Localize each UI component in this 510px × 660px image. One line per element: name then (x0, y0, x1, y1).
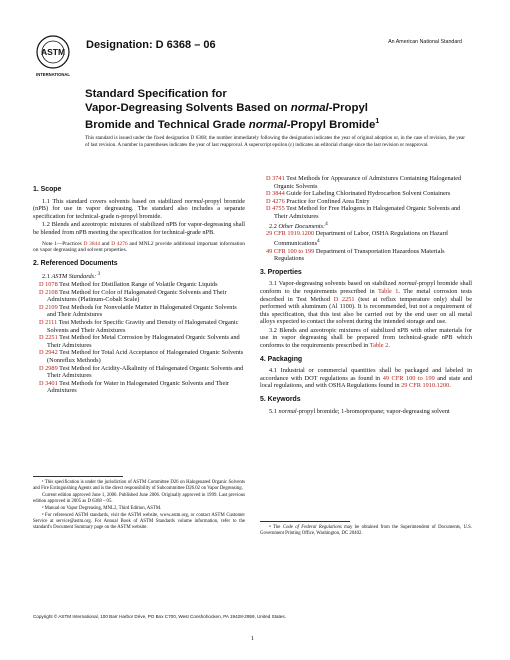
footnote-2: ² Manual on Vapor Degreasing, MNL2, Third Edition, ASTM. (42, 506, 162, 511)
designation: Designation: D 6368 – 06 (86, 39, 216, 51)
reference-code-link[interactable]: D 3741 (266, 175, 285, 182)
footnote-1: ¹ This specification is under the jurisdiction of ASTM Committee D26 on Halogenated Organic Solvents and Fire Extinguishing Agents and is the direct responsibility of Subcommittee D26.02 on Vapor Degreasing. (33, 480, 245, 491)
ref-link-49cfr[interactable]: 49 CFR 100 to 199 (382, 374, 435, 382)
table-2-link[interactable]: Table 2 (369, 342, 389, 350)
table-1-link[interactable]: Table 1 (377, 287, 399, 295)
section-heading-keywords: 5. Keywords (260, 396, 301, 404)
reference-code-link[interactable]: D 2251 (39, 334, 58, 342)
reference-item: 49 CFR 100 to 199 Department of Transportation Hazardous Materials Regulations (266, 247, 445, 263)
reference-code-link[interactable]: D 4276 (266, 197, 285, 205)
reference-item: D 2989 Test Method for Acidity-Alkalinity of Halogenated Organic Solvents and Their Admixtures (39, 364, 244, 380)
reference-code-link[interactable]: D 2111 (39, 319, 58, 326)
section-heading-scope: 1. Scope (33, 186, 62, 193)
issuance-note: This standard is issued under the fixed designation D 6368; the number immediately following the designation indicates the year of original adoption or, in the case of revision, the year of last revision. A number in parentheses indicates the year of last reapproval. A superscript epsilon (ε) indicates an editorial change since the last revision or reapproval. (85, 135, 465, 148)
title-line-1: Standard Specification for (85, 88, 227, 100)
paragraph-4-1: 4.1 Industrial or commercial quantities shall be packaged and labeled in accordance with DOT regulations as found in 49 CFR 100 to 199 and state and local regulations, and with OSHA Regulations found in 29 CFR 1910.1200. (260, 367, 472, 390)
reference-code-link[interactable]: D 2109 (39, 303, 58, 311)
reference-item: D 2109 Test Methods for Nonvolatile Matter in Halogenated Organic Solvents and Their Admixtures (39, 303, 237, 319)
footnotes-left (33, 476, 245, 532)
reference-item: D 3844 Guide for Labeling Chlorinated Hydrocarbon Solvent Containers (266, 190, 451, 198)
astm-standards-label: 2.1 ASTM Standards: $^3$ (42, 271, 101, 281)
reference-item: D 1078 Test Method for Distillation Range of Volatile Organic Liquids (39, 281, 218, 289)
ref-link-d2251[interactable]: D 2251 (333, 295, 355, 303)
page-number: 1 (251, 635, 255, 642)
footnote-4: ⁴ The Code of Federal Regulations may be obtained from the Superintendent of Documents, U.S. Government Printing Office, Washington, DC 20402. (260, 525, 472, 536)
svg-text:INTERNATIONAL: INTERNATIONAL (36, 72, 70, 77)
footnote-divider (260, 521, 350, 522)
ref-link-d3844[interactable]: D 3844 (83, 240, 100, 247)
title-line-3: Bromide and Technical Grade normal-Propyl Bromide$^1$ (85, 118, 380, 131)
paragraph-1-2: 1.2 Blends and azeotropic mixtures of stabilized nPB for vapor-degreasing shall be blended from nPB meeting the specification for technical-grade nPB. (33, 221, 245, 236)
section-heading-properties: 3. Properties (260, 268, 302, 276)
reference-code-link[interactable]: D 3844 (266, 190, 285, 198)
document-title (85, 88, 465, 133)
footnote-3: ³ For referenced ASTM standards, visit the ASTM website, www.astm.org, or contact ASTM Customer Service at service@astm.org. For Annual Book of ASTM Standards volume information, refer to the standard's Document Summary page on the ASTM website. (33, 513, 245, 530)
right-column (260, 175, 472, 416)
reference-code-link[interactable]: 29 CFR 1919.1200 (266, 230, 315, 238)
copyright-notice: Copyright © ASTM International, 100 Barr Harbor Drive, PO Box C700, West Conshohocken, PA 19428-2959, United States. (33, 614, 286, 619)
note-1: Note 1—Practices D 3844 and D 4276 and MNL2 provide additional important information on vapor degreasing and solvent properties. (33, 240, 246, 254)
footnote-1-edition: Current edition approved June 1, 2006. Published June 2006. Originally approved in 1999. Last previous edition approved in 2005 as D 6368 – 05. (33, 493, 245, 504)
ref-link-d4276[interactable]: D 4276 (111, 240, 128, 247)
reference-code-link[interactable]: D 4755 (266, 205, 285, 213)
other-documents-label: 2.2 Other Documents:$^4$ (269, 220, 328, 230)
reference-code-link[interactable]: D 2989 (39, 364, 58, 372)
reference-item: 29 CFR 1919.1200 Department of Labor, OSHA Regulations on Hazard Communications$^4$ (266, 230, 448, 247)
paragraph-1-1: 1.1 This standard covers solvents based on stabilized normal-propyl bromide (nPB) for use in vapor degreasing. The standard also includes a separate specification for technical-grade n-propyl bromide. (33, 197, 245, 220)
reference-item: D 2108 Test Method for Color of Halogenated Organic Solvents and Their Admixtures (Platinum-Cobalt Scale) (39, 288, 227, 304)
paragraph-3-1: 3.1 Vapor-degreasing solvents based on stabilized normal-propyl bromide shall conform to the requirements prescribed in Table 1. The metal corrosion tests described in Test Method D 2251 (test at reflux temperature only) shall be performed with aluminum (Al 1100). It is recommended, but not a requirement of this specification, that this test also be carried out by the end user on all metal alloys expected to contact the solvent during the intended storage and use. (260, 280, 473, 326)
paragraph-3-2: 3.2 Blends and azeotropic mixtures of stabilized nPB with other materials for use in vapor degreasing shall be prepared from technical-grade nPB which conforms to the requirements prescribed in Table 2. (260, 326, 472, 350)
reference-item: D 4276 Practice for Confined Area Entry (266, 197, 370, 205)
reference-code-link[interactable]: D 3401 (39, 379, 58, 387)
section-heading-packaging: 4. Packaging (260, 355, 303, 363)
reference-item: D 2942 Test Method for Total Acid Acceptance of Halogenated Organic Solvents (Nonreflux Methods) (39, 349, 244, 364)
reference-item: D 4755 Test Method for Free Halogens in Halogenated Organic Solvents and Their Admixtures (266, 205, 461, 220)
astm-logo-icon (34, 33, 72, 79)
other-documents-list (260, 230, 472, 262)
reference-item: D 2111 Test Methods for Specific Gravity and Density of Halogenated Organic Solvents and Their Admixtures (39, 319, 239, 334)
footnotes-right (260, 521, 472, 538)
reference-code-link[interactable]: D 2942 (39, 349, 58, 357)
ref-link-29cfr[interactable]: 29 CFR 1910.1200 (401, 382, 450, 390)
reference-list-right (260, 175, 472, 221)
reference-item: D 2251 Test Method for Metal Corrosion by Halogenated Organic Solvents and Their Admixtures (39, 334, 240, 349)
reference-code-link[interactable]: 49 CFR 100 to 199 (266, 247, 315, 255)
title-line-2: Vapor-Degreasing Solvents Based on normal-Propyl (85, 101, 368, 114)
paragraph-5-1: 5.1 normal-propyl bromide; 1-bromopropane; vapor-degreasing solvent (269, 407, 450, 415)
reference-list-left (33, 281, 245, 395)
reference-item: D 3741 Test Methods for Appearance of Admixtures Containing Halogenated Organic Solvents (266, 175, 462, 190)
section-heading-referenced: 2. Referenced Documents (33, 259, 118, 267)
footnote-divider (33, 476, 123, 477)
left-column (33, 180, 245, 395)
reference-item: D 3401 Test Methods for Water in Halogenated Organic Solvents and Their Admixtures (39, 379, 230, 395)
reference-code-link[interactable]: D 1078 (39, 281, 58, 289)
national-standard-label: An American National Standard (388, 39, 462, 45)
reference-code-link[interactable]: D 2108 (39, 288, 58, 296)
svg-text:ASTM: ASTM (40, 47, 66, 57)
